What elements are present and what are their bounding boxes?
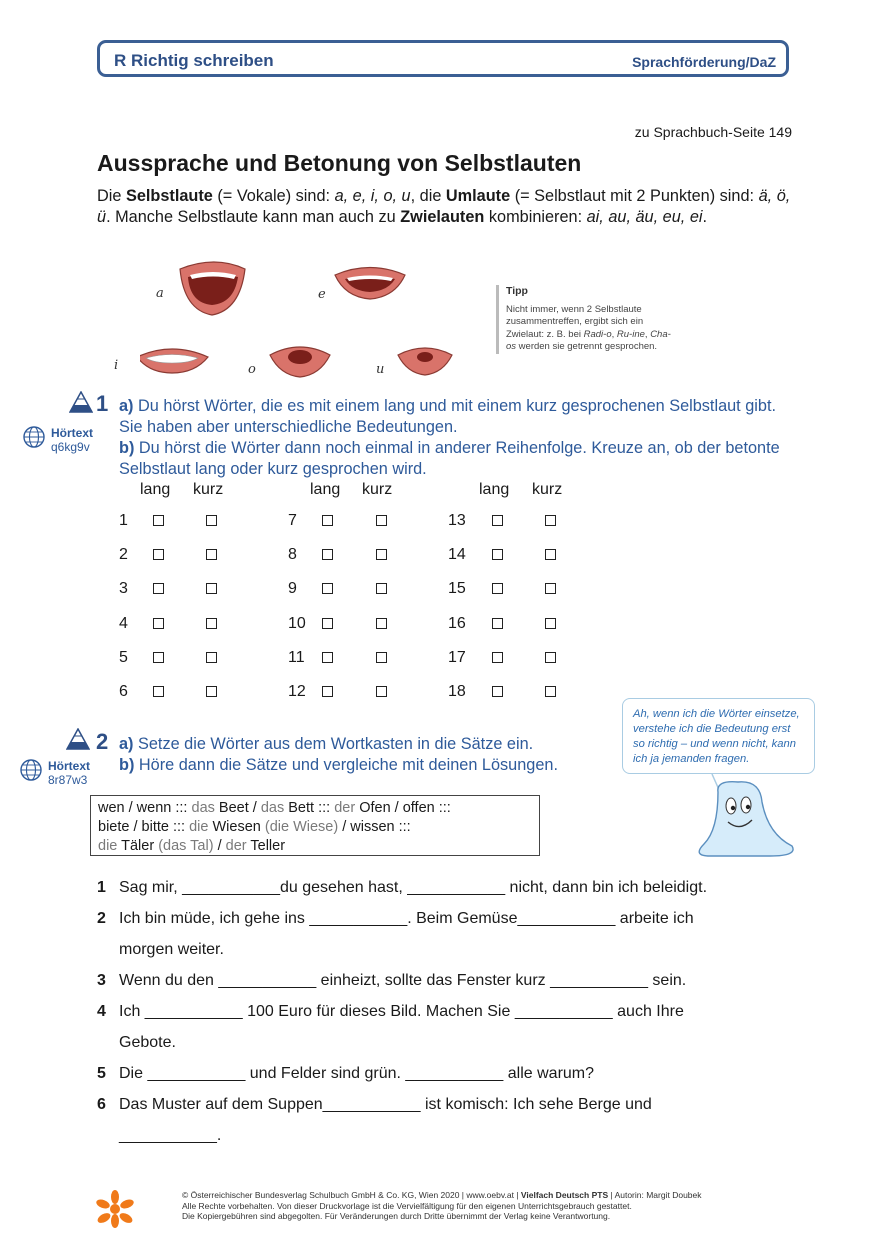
task-1-instructions: a) Du hörst Wörter, die es mit einem lang und mit einem kurz gesprochenen Selbstlaut gibt. Sie haben aber unterschiedliche Bedeutungen. b) Du hörst die Wörter dann noch einmal in anderer Reihenfolge. Kreuze an, ob der betonte Selbstlaut lang oder kurz gesprochen wird. (119, 397, 780, 478)
checkbox-kurz[interactable] (206, 618, 217, 629)
mouth-o-image (270, 347, 330, 377)
checkbox-kurz[interactable] (545, 515, 556, 526)
publisher-logo-icon (96, 1190, 134, 1228)
column-header-kurz: kurz (362, 481, 393, 498)
difficulty-pyramid-icon (66, 728, 90, 750)
checkbox-lang[interactable] (492, 515, 503, 526)
checkbox-lang[interactable] (153, 549, 164, 560)
row-number: 5 (119, 649, 128, 666)
row-number: 12 (288, 683, 306, 700)
mouth-label-i: i (114, 358, 119, 373)
row-number: 11 (288, 649, 305, 666)
sentence-number: 3 (97, 972, 106, 989)
column-header-kurz: kurz (193, 481, 224, 498)
row-number: 6 (119, 683, 128, 700)
checkbox-lang[interactable] (153, 515, 164, 526)
checkbox-lang[interactable] (322, 618, 333, 629)
tip-title: Tipp (506, 285, 528, 297)
section-label: Sprachförderung/DaZ (632, 54, 776, 70)
row-number: 16 (448, 615, 466, 632)
checkbox-lang[interactable] (153, 618, 164, 629)
checkbox-kurz[interactable] (376, 515, 387, 526)
column-header-lang: lang (479, 481, 510, 498)
row-number: 10 (288, 615, 306, 632)
checkbox-kurz[interactable] (206, 549, 217, 560)
checkbox-lang[interactable] (322, 652, 333, 663)
mouth-label-e: e (318, 287, 326, 302)
page-title: Aussprache und Betonung von Selbstlauten (97, 150, 582, 176)
sentence-number: 6 (97, 1096, 106, 1113)
checkbox-kurz[interactable] (376, 549, 387, 560)
header-box (97, 40, 789, 77)
row-number: 9 (288, 580, 297, 597)
speech-bubble: Ah, wenn ich die Wörter einsetze, verstehe ich die Bedeutung erst so richtig – und wenn nicht, kann ich ja jemanden fragen. (622, 698, 815, 774)
globe-icon[interactable] (22, 425, 46, 449)
word-box: wen / wenn ::: das Beet / das Bett ::: der Ofen / offen ::: biete / bitte ::: die Wiesen (die Wiese) / wissen ::: die Täler (das Tal) / der Teller (90, 795, 540, 856)
row-number: 14 (448, 546, 466, 563)
checkbox-lang[interactable] (492, 686, 503, 697)
sentence-text: Sag mir, ___________du gesehen hast, ___________ nicht, dann bin ich beleidigt. (119, 879, 708, 896)
mouth-label-o: o (248, 362, 256, 377)
sentence-text: Die ___________ und Felder sind grün. ___________ alle warum? (119, 1065, 595, 1082)
mouth-label-a: a (156, 286, 164, 301)
sentence-continuation: Gebote. (119, 1034, 176, 1051)
sentence-continuation: ___________. (119, 1127, 222, 1144)
row-number: 7 (288, 512, 297, 529)
sentence-continuation: morgen weiter. (119, 941, 224, 958)
checkbox-lang[interactable] (492, 652, 503, 663)
row-number: 4 (119, 615, 128, 632)
mouth-a-image (180, 262, 245, 315)
sentence-text: Wenn du den ___________ einheizt, sollte das Fenster kurz ___________ sein. (119, 972, 687, 989)
sentence-text: Ich bin müde, ich gehe ins ___________. Beim Gemüse___________ arbeite ich (119, 910, 694, 927)
chapter-title: R Richtig schreiben (114, 51, 274, 70)
checkbox-lang[interactable] (153, 583, 164, 594)
globe-icon[interactable] (19, 758, 43, 782)
checkbox-kurz[interactable] (206, 515, 217, 526)
checkbox-kurz[interactable] (545, 686, 556, 697)
checkbox-lang[interactable] (322, 583, 333, 594)
checkbox-kurz[interactable] (206, 686, 217, 697)
column-header-lang: lang (310, 481, 341, 498)
checkbox-kurz[interactable] (545, 652, 556, 663)
task-2-number: 2 (96, 729, 109, 754)
mouth-illustrations (140, 255, 475, 385)
checkbox-kurz[interactable] (376, 652, 387, 663)
checkbox-lang[interactable] (322, 686, 333, 697)
column-header-kurz: kurz (532, 481, 563, 498)
checkbox-lang[interactable] (492, 618, 503, 629)
sentence-text: Ich ___________ 100 Euro für dieses Bild. Machen Sie ___________ auch Ihre (119, 1003, 684, 1020)
checkbox-kurz[interactable] (376, 618, 387, 629)
row-number: 17 (448, 649, 466, 666)
sentence-number: 5 (97, 1065, 106, 1082)
checkbox-kurz[interactable] (206, 652, 217, 663)
checkbox-kurz[interactable] (545, 618, 556, 629)
row-number: 1 (119, 512, 128, 529)
checkbox-lang[interactable] (153, 686, 164, 697)
sentence-number: 4 (97, 1003, 106, 1020)
audio-link-1[interactable]: Hörtext q6kg9v (51, 426, 94, 454)
intro-text: Die Selbstlaute (= Vokale) sind: a, e, i, o, u, die Umlaute (= Selbstlaut mit 2 Punkten) sind: ä, ö, ü. Manche Selbstlaute kann man auch zu Zwielauten kombinieren: ai, au, äu, eu, ei. (97, 187, 791, 226)
checkbox-lang[interactable] (492, 549, 503, 560)
checkbox-kurz[interactable] (545, 549, 556, 560)
row-number: 8 (288, 546, 297, 563)
checkbox-kurz[interactable] (376, 583, 387, 594)
mouth-i-image (140, 349, 208, 373)
mouth-e-image (335, 268, 405, 300)
mouth-u-image (398, 348, 452, 375)
row-number: 13 (448, 512, 466, 529)
sentence-number: 2 (97, 910, 106, 927)
checkbox-kurz[interactable] (545, 583, 556, 594)
audio-link-2[interactable]: Hörtext 8r87w3 (48, 759, 91, 787)
checkbox-lang[interactable] (322, 515, 333, 526)
sentence-number: 1 (97, 879, 106, 896)
page-reference: zu Sprachbuch-Seite 149 (634, 124, 792, 140)
task-2-instructions: a) Setze die Wörter aus dem Wortkasten in die Sätze ein. b) Höre dann die Sätze und vergleiche mit deinen Lösungen. (119, 735, 558, 774)
mouth-label-u: u (376, 362, 385, 377)
checkbox-lang[interactable] (322, 549, 333, 560)
checkbox-kurz[interactable] (376, 686, 387, 697)
mascot-character-image (690, 772, 805, 864)
column-header-lang: lang (140, 481, 171, 498)
sentence-text: Das Muster auf dem Suppen___________ ist komisch: Ich sehe Berge und (119, 1096, 652, 1113)
task-1-number: 1 (96, 391, 109, 416)
checkbox-lang[interactable] (492, 583, 503, 594)
checkbox-kurz[interactable] (206, 583, 217, 594)
row-number: 18 (448, 683, 466, 700)
row-number: 15 (448, 580, 466, 597)
checkbox-lang[interactable] (153, 652, 164, 663)
footer-copyright: © Österreichischer Bundesverlag Schulbuch GmbH & Co. KG, Wien 2020 | www.oebv.at | Vielfach Deutsch PTS | Autorin: Margit Doubek Alle Rechte vorbehalten. Von dieser Druckvorlage ist die Vervielfältigung für den eigenen Unterrichtsgebrauch gestattet. Die Kopiergebühren sind abgegolten. Für Veränderungen durch Dritte übernimmt der Verlag keine Verantwortung. (182, 1190, 702, 1221)
tip-box: Tipp Nicht immer, wenn 2 Selbstlaute zusammentreffen, ergibt sich ein Zwielaut: z. B. bei Radi-o, Ru-ine, Cha-os werden sie getrennt gesprochen. (496, 285, 676, 354)
row-number: 3 (119, 580, 128, 597)
row-number: 2 (119, 546, 128, 563)
difficulty-pyramid-icon (69, 391, 93, 413)
